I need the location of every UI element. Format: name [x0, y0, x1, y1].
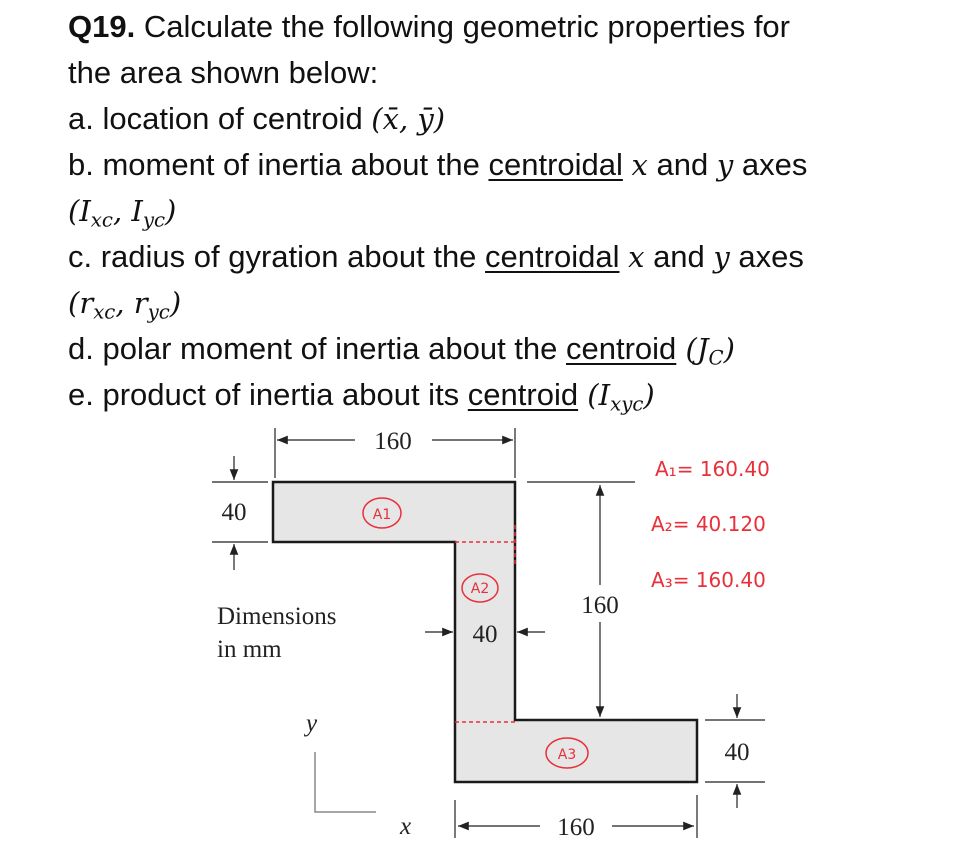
question-intro-line-2: the area shown below:: [68, 55, 379, 90]
item-c-math-close: ): [169, 286, 182, 320]
bottom-width-label: 160: [557, 814, 595, 841]
item-e-math-sub: xyc: [610, 392, 644, 416]
item-c-axes: axes: [738, 239, 804, 274]
item-b-text: b. moment of inertia about the: [68, 147, 489, 182]
item-d-math-sub: C: [708, 346, 724, 370]
item-b-math-mid: , I: [112, 194, 143, 228]
web-height-label: 160: [581, 592, 619, 619]
item-b-and: and: [647, 147, 717, 182]
item-d-math-close: ): [723, 332, 735, 366]
item-e-math-close: ): [643, 378, 655, 412]
label-a1: A1: [372, 507, 392, 523]
right-thickness-label: 40: [724, 739, 750, 766]
item-c-math-open: (r: [68, 286, 94, 320]
label-a2: A2: [470, 581, 490, 597]
item-b-math-sub2: yc: [142, 208, 166, 232]
axes-indicator: [315, 752, 376, 812]
item-b-var-x: x: [631, 148, 648, 182]
question-number: Q19.: [68, 9, 136, 44]
label-a3: A3: [557, 747, 577, 763]
item-c-math-sub1: xc: [93, 300, 116, 324]
item-c-underline: centroidal: [485, 239, 620, 274]
question-intro: Calculate the following geometric properties for: [143, 9, 790, 44]
handwritten-a2: A₂= 40.120: [651, 512, 766, 536]
item-b-math-open: (I: [68, 194, 91, 228]
axis-y-label: y: [306, 710, 318, 737]
item-b-math-close: ): [165, 194, 177, 228]
item-e-underline: centroid: [467, 377, 579, 412]
handwritten-a3: A₃= 160.40: [651, 568, 766, 592]
item-c-math-sub2: yc: [147, 300, 170, 324]
web-width-label: 40: [472, 621, 498, 648]
top-width-label: 160: [374, 428, 412, 455]
item-a-math: (x̄, ȳ): [371, 102, 446, 136]
item-c-math-mid: , r: [115, 286, 148, 320]
dimensions-note-line-1: Dimensions: [217, 603, 337, 630]
axis-x-label: x: [400, 813, 412, 840]
item-e-text: e. product of inertia about its: [68, 377, 468, 412]
item-b-axes: axes: [741, 147, 808, 182]
item-b-underline: centroidal: [488, 147, 623, 182]
item-d-text: d. polar moment of inertia about the: [68, 331, 567, 366]
item-e-math-open: (I: [578, 378, 611, 412]
left-thickness-label: 40: [221, 499, 247, 526]
item-b-math-sub1: xc: [90, 208, 113, 232]
item-a-text: a. location of centroid: [68, 101, 372, 136]
item-d-underline: centroid: [566, 331, 677, 366]
item-c-var-y: y: [713, 240, 730, 274]
item-c-var-x: x: [628, 240, 645, 274]
item-d-math-open: (J: [676, 332, 709, 366]
item-c-text: c. radius of gyration about the: [68, 239, 486, 274]
item-c-and: and: [644, 239, 714, 274]
item-b-var-y: y: [716, 148, 734, 182]
handwritten-a1: A₁= 160.40: [655, 457, 770, 481]
dimensions-note-line-2: in mm: [217, 636, 282, 663]
